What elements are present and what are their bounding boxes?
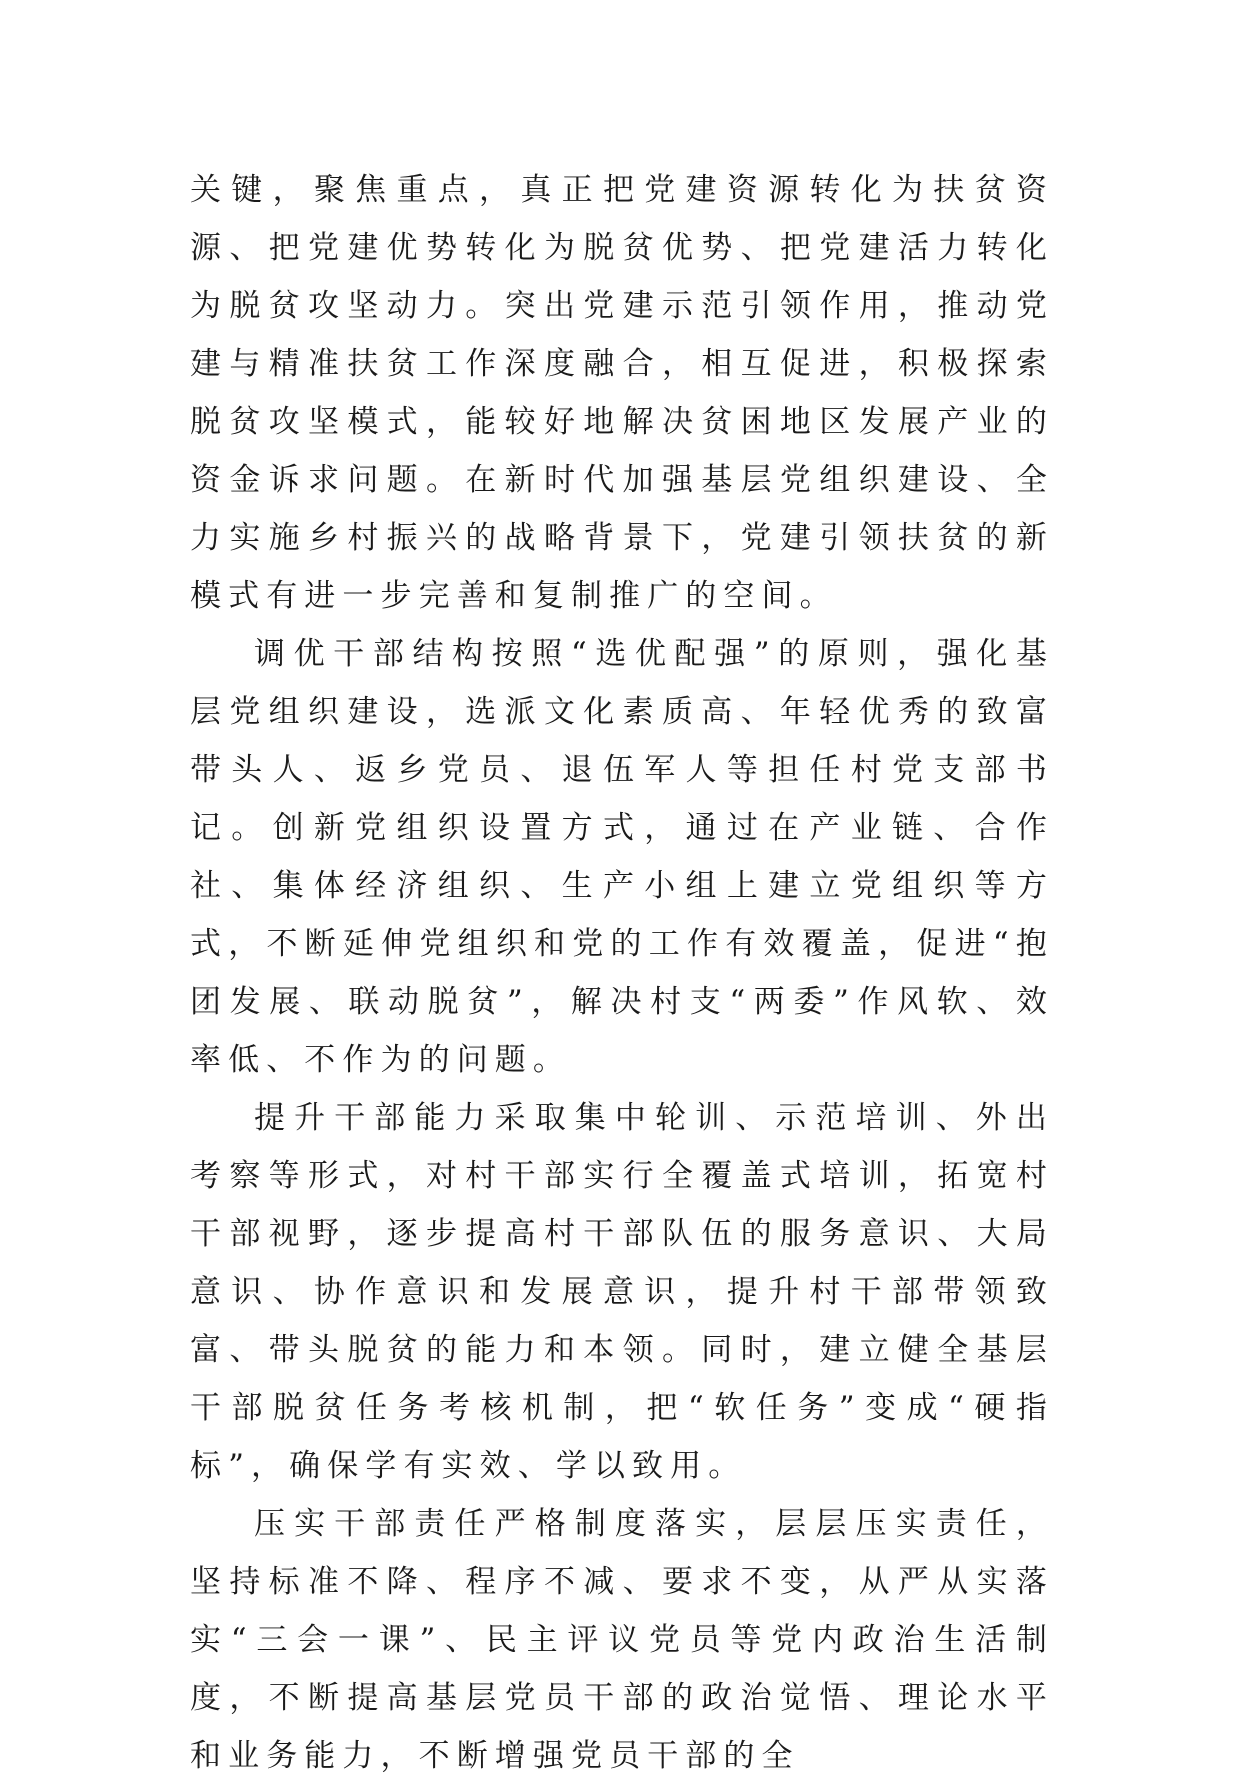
paragraph-cadre-ability: 提升干部能力采取集中轮训、示范培训、外出考察等形式，对村干部实行全覆盖式培训，拓宽村干部视野，逐步提高村干部队伍的服务意识、大局意识、协作意识和发展意识，提升村干部带领致富、带头脱贫的能力和本领。同时，建立健全基层干部脱贫任务考核机制，把“软任务”变成“硬指标”，确保学有实效、学以致用。 <box>190 1100 1054 1484</box>
paragraph-cadre-responsibility: 压实干部责任严格制度落实，层层压实责任，坚持标准不降、程序不减、要求不变，从严从实落实“三会一课”、民主评议党员等党内政治生活制度，不断提高基层党员干部的政治觉悟、理论水平和业务能力，不断增强党员干部的全 <box>190 1506 1054 1774</box>
document-body <box>190 161 1054 1785</box>
paragraph-continued: 关键，聚焦重点，真正把党建资源转化为扶贫资源、把党建优势转化为脱贫优势、把党建活力转化为脱贫攻坚动力。突出党建示范引领作用，推动党建与精准扶贫工作深度融合，相互促进，积极探索脱贫攻坚模式，能较好地解决贫困地区发展产业的资金诉求问题。在新时代加强基层党组织建设、全力实施乡村振兴的战略背景下，党建引领扶贫的新模式有进一步完善和复制推广的空间。 <box>190 172 1054 614</box>
paragraph-cadre-structure: 调优干部结构按照“选优配强”的原则，强化基层党组织建设，选派文化素质高、年轻优秀的致富带头人、返乡党员、退伍军人等担任村党支部书记。创新党组织设置方式，通过在产业链、合作社、集体经济组织、生产小组上建立党组织等方式，不断延伸党组织和党的工作有效覆盖，促进“抱团发展、联动脱贫”，解决村支“两委”作风软、效率低、不作为的问题。 <box>190 636 1054 1078</box>
